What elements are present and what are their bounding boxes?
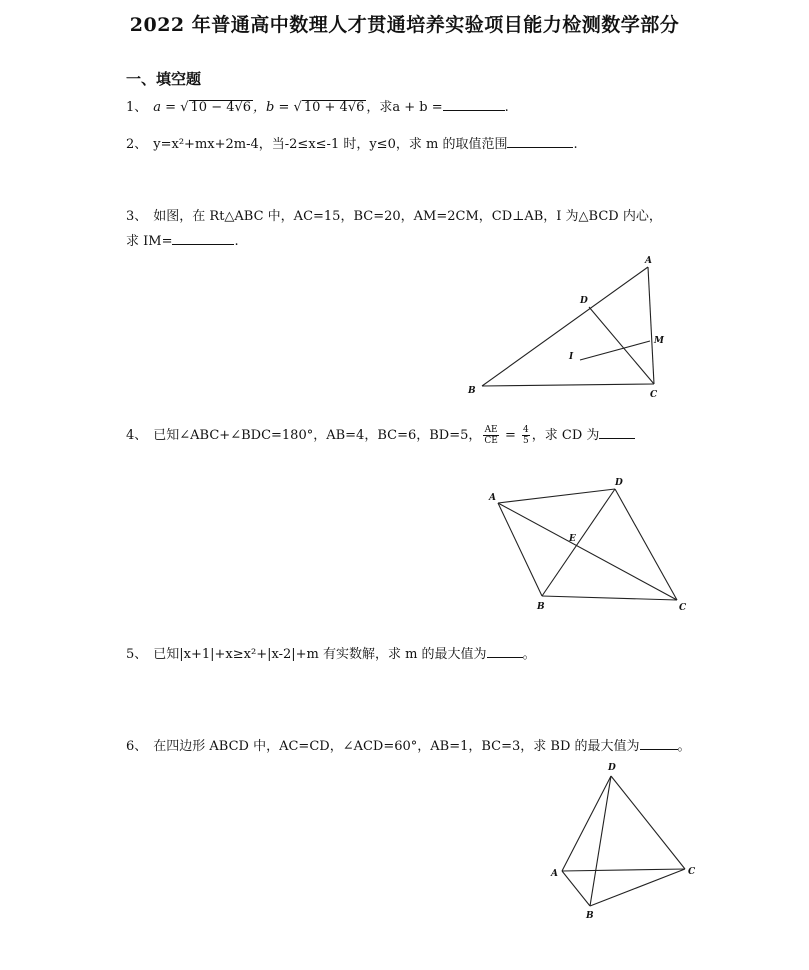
fig4-label-C: C (679, 603, 687, 613)
q1-radicand-b: 10 + 4√6 (303, 100, 365, 115)
q3-end: . (234, 234, 239, 249)
fig4-label-D: D (615, 478, 623, 488)
fig3-label-A: A (645, 256, 652, 266)
q1-end: . (504, 100, 509, 115)
q5-end: 。 (522, 647, 536, 662)
question-number: 5、 (126, 647, 148, 662)
fig6-line-DC (611, 776, 685, 869)
q3-line2: 求 IM= (126, 234, 173, 249)
q2-end: . (573, 137, 578, 152)
fig3-label-M: M (654, 336, 664, 346)
fig4-label-E: E (569, 534, 576, 544)
fig6-label-B: B (586, 911, 594, 921)
q1-radicand-a: 10 − 4√6 (190, 100, 252, 115)
page-title: 2022 年普通高中数理人才贯通培养实验项目能力检测数学部分 (129, 14, 680, 36)
fig6-line-AC (562, 869, 685, 871)
q1-var-b: ，b (253, 100, 275, 115)
q4-text-b: ，求 CD 为 (531, 428, 600, 443)
q4-fraction-ae-ce: $\frac{AE}{CE}$ (484, 425, 498, 446)
fig6-label-C: C (688, 867, 696, 877)
q1-eq: = (161, 100, 181, 115)
fig3-label-D: D (580, 296, 588, 306)
q1-ask: ，求a + b = (366, 100, 443, 115)
fig4-label-A: A (489, 493, 496, 503)
question-number: 4、 (126, 428, 148, 443)
fig3-label-C: C (650, 390, 658, 400)
question-number: 3、 (126, 209, 148, 224)
q4-text-a: 已知∠ABC+∠BDC=180°，AB=4，BC=6，BD=5， (153, 428, 482, 443)
q4-fraction-4-5: $\frac{4}{5}$ (523, 425, 529, 446)
q1-var-a: a (153, 100, 162, 115)
fig6-label-A: A (551, 869, 558, 879)
fig6-line-AB (562, 871, 590, 906)
q4-eq: = (500, 428, 521, 443)
fig3-label-I: I (569, 352, 574, 362)
question-number: 6、 (126, 739, 148, 754)
q5-text: 已知|x+1|+x≥x²+|x-2|+m 有实数解，求 m 的最大值为 (153, 647, 487, 662)
q2-text: y=x²+mx+2m-4，当-2≤x≤-1 时，y≤0，求 m 的取值范围 (153, 137, 508, 152)
q3-line1: 如图，在 Rt△ABC 中，AC=15，BC=20，AM=2CM，CD⊥AB，I 为△BCD 内心， (153, 209, 662, 224)
question-number: 1、 (126, 100, 148, 115)
fig6-label-D: D (608, 763, 616, 773)
section-title: 一、填空题 (126, 70, 202, 88)
q6-end: 。 (677, 739, 691, 754)
q1-sqrt-sign-2: √ (293, 100, 302, 115)
fig4-label-B: B (537, 602, 545, 612)
q1-eq2: = (274, 100, 294, 115)
q6-text: 在四边形 ABCD 中，AC=CD，∠ACD=60°，AB=1，BC=3，求 BD 的最大值为 (153, 739, 640, 754)
fig6-line-BC (590, 869, 685, 906)
q1-sqrt-sign: √ (180, 100, 189, 115)
question-number: 2、 (126, 137, 148, 152)
fig3-label-B: B (468, 386, 476, 396)
